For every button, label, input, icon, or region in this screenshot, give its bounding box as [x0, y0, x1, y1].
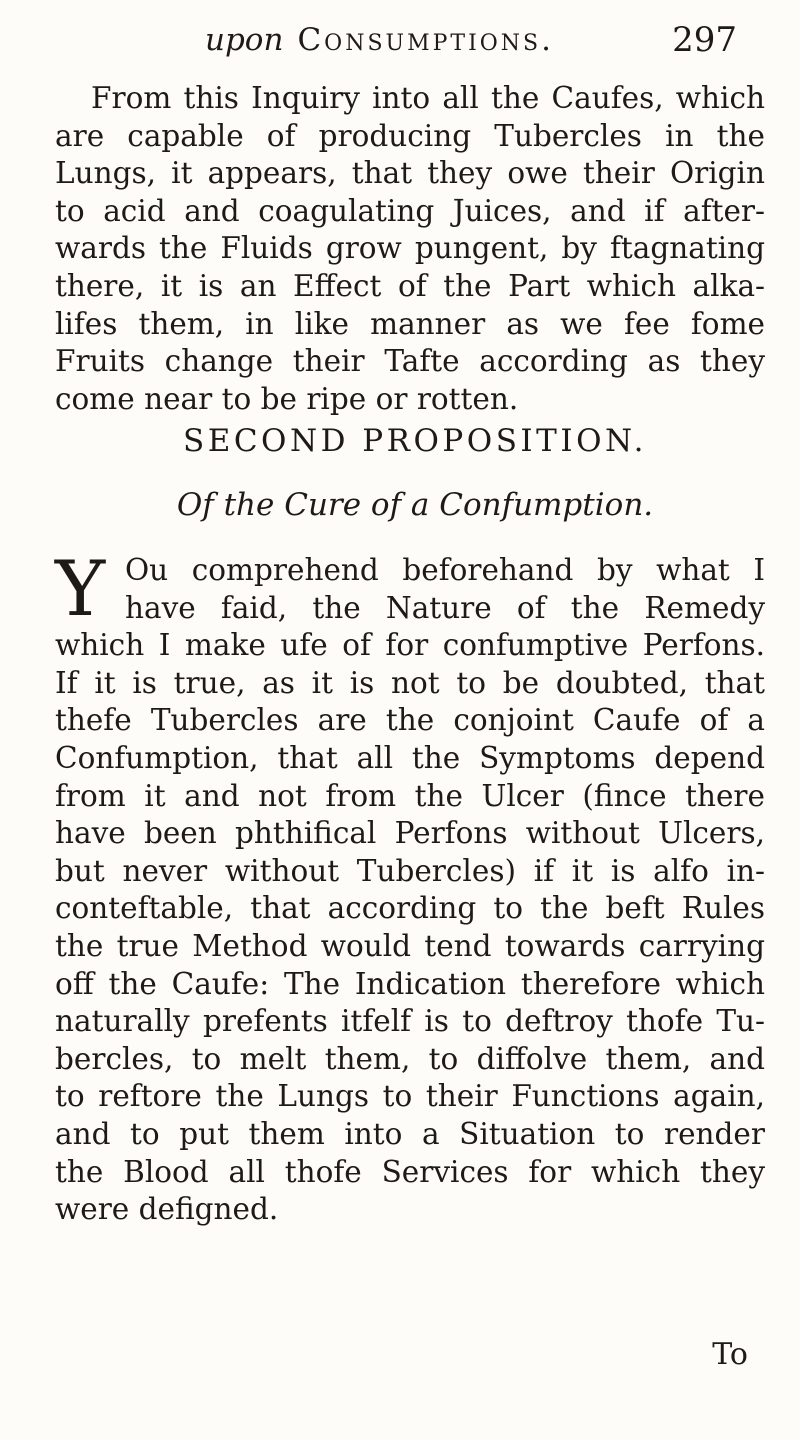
- catchword: To: [712, 1337, 748, 1372]
- paragraph-2: [55, 544, 765, 1229]
- text-line: come near to be ripe or rotten.: [55, 381, 519, 416]
- header-title: Consumptions.: [297, 22, 554, 58]
- text-line: naturally prefents itfelf is to deftroy thofe Tu-: [55, 1004, 765, 1039]
- text-line: off the Caufe: The Indication therefore which: [55, 966, 765, 1001]
- text-line: Lungs, it appears, that they owe their Origin: [55, 156, 765, 191]
- text-line: the Blood all thofe Services for which they: [55, 1154, 765, 1189]
- drop-cap: Y: [55, 544, 106, 633]
- text-line: lifes them, in like manner as we fee fome: [55, 306, 765, 341]
- text-line: there, it is an Effect of the Part which alka-: [55, 268, 765, 303]
- text-line: wards the Fluids grow pungent, by ftagnating: [55, 231, 765, 266]
- text-line: and to put them into a Situation to render: [55, 1116, 765, 1151]
- section-subheading: Of the Cure of a Confumption.: [176, 487, 654, 523]
- text-line: Confumption, that all the Symptoms depend: [55, 740, 765, 775]
- text-line: Fruits change their Tafte according as they: [55, 344, 765, 379]
- text-line: were defigned.: [55, 1192, 279, 1227]
- text-line: are capable of producing Tubercles in the: [55, 118, 765, 153]
- text-line: bercles, to melt them, to diffolve them, and: [55, 1041, 765, 1076]
- text-line: but never without Tubercles) if it is alfo in-: [55, 853, 765, 888]
- page-number: 297: [672, 20, 737, 60]
- header-italic: upon: [205, 22, 284, 58]
- running-header: [205, 22, 765, 72]
- text-line: conteftable, that according to the beft Rules: [55, 891, 765, 926]
- text-line: the true Method would tend towards carrying: [55, 928, 765, 963]
- text-line: thefe Tubercles are the conjoint Caufe of a: [55, 703, 765, 738]
- text-line: to reftore the Lungs to their Functions again,: [55, 1079, 765, 1114]
- text-line: which I make ufe of for confumptive Perfons.: [55, 628, 765, 663]
- text-line: to acid and coagulating Juices, and if after-: [55, 193, 765, 228]
- paragraph-1: [55, 80, 765, 418]
- section-heading: SECOND PROPOSITION.: [182, 423, 648, 459]
- text-line: have been phthifical Perfons without Ulcers,: [55, 816, 765, 851]
- text-line: from it and not from the Ulcer (fince there: [55, 778, 765, 813]
- text-line: If it is true, as it is not to be doubted, that: [55, 665, 765, 700]
- text-line: From this Inquiry into all the Caufes, which: [91, 81, 765, 115]
- text-line: Ou comprehend beforehand by what I: [125, 553, 765, 587]
- text-line: have faid, the Nature of the Remedy: [125, 590, 765, 625]
